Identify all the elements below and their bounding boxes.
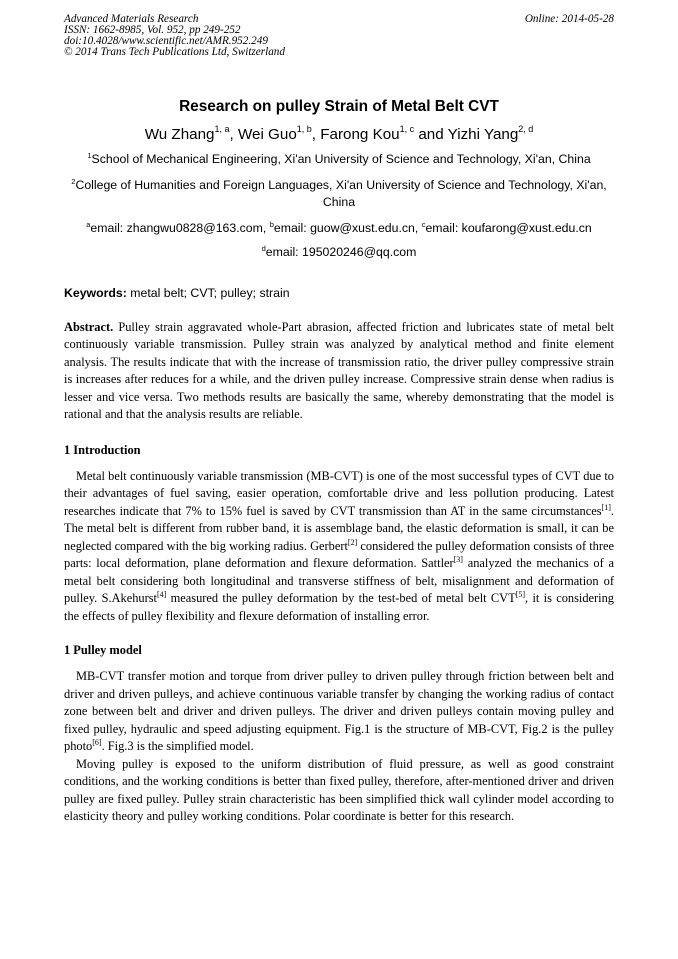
- author-list: [64, 125, 614, 145]
- author-affil-sup: 1, b: [296, 124, 312, 134]
- affiliation-text: College of Humanities and Foreign Languages, Xi'an University of Science and Technology, Xi'an, China: [75, 177, 607, 209]
- journal-header: [64, 14, 614, 58]
- affiliation-text: School of Mechanical Engineering, Xi'an University of Science and Technology, Xi'an, China: [91, 152, 591, 166]
- text-segment: . Fig.3 is the simplified model.: [101, 739, 254, 753]
- author-affil-sup: 1, a: [214, 124, 230, 134]
- email-text: email: zhangwu0828@163.com,: [90, 220, 270, 235]
- affiliation-1: [64, 151, 614, 169]
- email-text: email: guow@xust.edu.cn,: [273, 220, 422, 235]
- online-date: Online: 2014-05-28: [524, 13, 614, 25]
- author-name: Farong Kou: [320, 126, 400, 143]
- keywords-label: Keywords:: [64, 285, 127, 300]
- email-sup: c: [421, 219, 426, 229]
- text-segment: Moving pulley is exposed to the uniform distribution of fluid pressure, as well as good constraint conditions, and the working conditions is better than fixed pulley, therefore, after-mentioned driver and driven pulley are fixed pulley. Pulley strain characteristic has been simplified thick wall cylinder model according to elasticity theory and pulley working conditions. Polar coordinate is better for this research.: [64, 756, 614, 823]
- citation-ref[interactable]: [2]: [347, 537, 358, 547]
- pulley-model-paragraph-1: [64, 668, 614, 756]
- citation-ref[interactable]: [1]: [601, 502, 611, 512]
- author-affil-sup: 1, c: [399, 124, 415, 134]
- keywords-text: metal belt; CVT; pulley; strain: [126, 285, 290, 300]
- affiliation-sup: 2: [71, 176, 76, 186]
- abstract: [64, 319, 614, 424]
- citation-ref[interactable]: [4]: [156, 590, 167, 599]
- section-heading-introduction: 1 Introduction: [64, 442, 141, 457]
- email-sup: a: [86, 219, 91, 229]
- issn-line: ISSN: 1662-8985, Vol. 952, pp 249-252: [64, 24, 241, 36]
- email-text: email: koufarong@xust.edu.cn: [425, 220, 592, 235]
- text-segment: , it is considering the effects of pulley flexibility and flexure deformation of installing error.: [64, 591, 615, 623]
- text-segment: measured the pulley deformation by the test-bed of metal belt CVT: [166, 591, 516, 605]
- author-affil-sup: 2, d: [518, 124, 534, 134]
- copyright-line: © 2014 Trans Tech Publications Ltd, Switzerland: [64, 46, 285, 58]
- author-separator: ,: [311, 126, 321, 143]
- pulley-model-paragraph-2: [64, 756, 614, 826]
- doi-line: doi:10.4028/www.scientific.net/AMR.952.249: [64, 35, 268, 47]
- text-segment: . The metal belt is different from rubber band, it is assemblage band, the elastic deformation is small, it can be neglected compared with the big working radius. Gerbert: [64, 503, 614, 553]
- author-name: Yizhi Yang: [447, 126, 519, 143]
- email-sup: d: [261, 244, 266, 253]
- keywords: [64, 285, 614, 302]
- text-segment: MB-CVT transfer motion and torque from driver pulley to driven pulley through friction between belt and driver and driven pulleys, and achieve continuous variable transfer by changing the working radius of contact zone between belt and driver and driven pulleys. The driver and driven pulleys contain moving pulley and fixed pulley, hydraulic and speed adjusting equipment. Fig.1 is the structure of MB-CVT, Fig.2 is the pulley photo: [64, 669, 614, 753]
- abstract-label: Abstract.: [64, 319, 114, 334]
- section-heading-pulley-model: 1 Pulley model: [64, 643, 142, 657]
- author-separator: ,: [229, 126, 238, 143]
- email-line-2: [64, 244, 614, 262]
- text-segment: analyzed the mechanics of a metal belt considering both longitudinal and transverse stiffness of belt, misalignment and deformation of pulley. S.Akehurst: [64, 556, 615, 605]
- citation-ref[interactable]: [3]: [453, 555, 463, 564]
- email-sup: b: [269, 219, 274, 229]
- journal-name: Advanced Materials Research: [64, 13, 199, 25]
- affiliation-2: [64, 177, 614, 212]
- author-name: Wu Zhang: [144, 126, 215, 143]
- paper-page: [64, 14, 614, 826]
- author-separator: and: [414, 126, 448, 143]
- paper-title: Research on pulley Strain of Metal Belt CVT: [179, 98, 499, 115]
- intro-paragraph: [64, 468, 614, 626]
- citation-ref[interactable]: [5]: [515, 590, 526, 599]
- text-segment: Metal belt continuously variable transmission (MB-CVT) is one of the most successful types of CVT due to their advantages of fuel saving, easier operation, comfortable drive and less pollution producing. Latest researches indicate that 7% to 15% fuel is saved by CVT transmission than AT in the same circumstances: [64, 468, 614, 518]
- affiliation-sup: 1: [87, 151, 92, 160]
- text-segment: considered the pulley deformation consists of three parts: local deformation, plane deformation and flexure deformation. Sattler: [64, 538, 614, 570]
- citation-ref[interactable]: [6]: [92, 738, 102, 747]
- abstract-text: Pulley strain aggravated whole-Part abrasion, affected friction and lubricates state of metal belt continuously variable transmission. Pulley strain was analyzed by analytical method and finite element analysis. The results indicate that with the increase of transmission ratio, the driver pulley compressive strain is increases after reduces for a while, and the driven pulley increase. Compressive strain dense when radius is lesser and vice versa. Two methods results are basically the same, whereby demonstrating that the model is rational and that the analysis results are reliable.: [64, 319, 614, 421]
- email-line-1: [64, 220, 614, 238]
- author-name: Wei Guo: [237, 126, 297, 143]
- email-text: email: 195020246@qq.com: [265, 245, 417, 259]
